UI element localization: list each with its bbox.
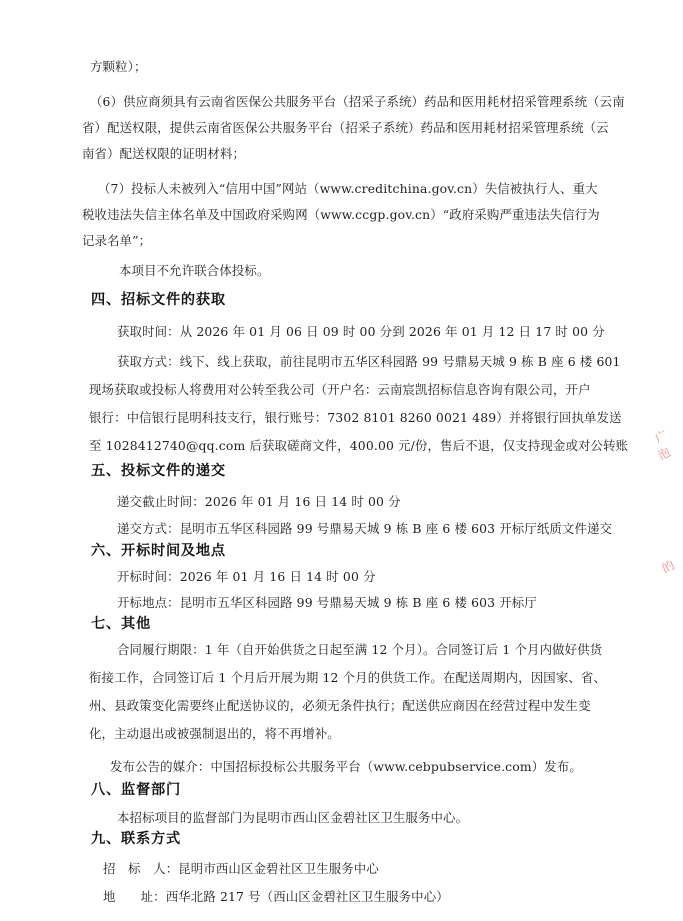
section-line: 开标时间：2026 年 01 月 16 日 14 时 00 分 xyxy=(117,569,376,584)
intro-line: （7）投标人未被列入“信用中国”网站（www.creditchina.gov.cn）失信被执行人、重大 xyxy=(98,181,598,196)
section-line: 递交截止时间：2026 年 01 月 16 日 14 时 00 分 xyxy=(117,494,401,509)
section-line: 获取时间：从 2026 年 01 月 06 日 09 时 00 分到 2026 年 01 月 12 日 17 时 00 分 xyxy=(117,324,605,339)
section-heading: 九、联系方式 xyxy=(91,831,181,847)
section-heading: 八、监督部门 xyxy=(91,782,181,798)
section-line: 银行：中信银行昆明科技支行，银行账号：7302 8101 8260 0021 489）并将银行回执单发送 xyxy=(89,410,622,425)
section-heading: 七、其他 xyxy=(91,616,151,632)
section-heading: 四、招标文件的获取 xyxy=(91,292,226,308)
intro-line: 省）配送权限，提供云南省医保公共服务平台（招采子系统）药品和医用耗材招采管理系统（云 xyxy=(82,120,609,135)
section-heading: 六、开标时间及地点 xyxy=(91,543,226,559)
seal-mark: 泡 xyxy=(655,444,673,463)
section-line: 获取方式：线下、线上获取，前往昆明市五华区科园路 99 号鼎易天城 9 栋 B 座 6 楼 601 xyxy=(117,354,621,369)
seal-mark: 广 xyxy=(652,427,670,446)
contact-line: 地 址：西华北路 217 号（西山区金碧社区卫生服务中心） xyxy=(103,889,449,904)
section-line: 发布公告的媒介：中国招标投标公共服务平台（www.cebpubservice.com）发布。 xyxy=(110,759,582,774)
intro-line: 本项目不允许联合体投标。 xyxy=(119,263,270,278)
intro-line: 南省）配送权限的证明材料； xyxy=(82,146,246,161)
seal-mark: 的 xyxy=(659,557,677,576)
contact-line: 招 标 人：昆明市西山区金碧社区卫生服务中心 xyxy=(103,861,379,876)
intro-line: 税收违法失信主体名单及中国政府采购网（www.ccgp.gov.cn）“政府采购严重违法失信行为 xyxy=(82,207,600,222)
intro-line: （6）供应商须具有云南省医保公共服务平台（招采子系统）药品和医用耗材招采管理系统（云南 xyxy=(90,94,625,109)
section-line: 合同履行期限：1 年（自开始供货之日起至满 12 个月）。合同签订后 1 个月内做好供货 xyxy=(117,642,603,657)
section-line: 本招标项目的监督部门为昆明市西山区金碧社区卫生服务中心。 xyxy=(117,810,469,825)
section-line: 开标地点：昆明市五华区科园路 99 号鼎易天城 9 栋 B 座 6 楼 603 开标厅 xyxy=(117,595,537,610)
section-line: 递交方式：昆明市五华区科园路 99 号鼎易天城 9 栋 B 座 6 楼 603 开标厅纸质文件递交 xyxy=(117,521,613,536)
intro-line: 记录名单”； xyxy=(82,233,152,248)
section-line: 衔接工作，合同签订后 1 个月后开展为期 12 个月的供货工作。在配送周期内，因国家、省、 xyxy=(89,670,606,685)
section-line: 州、县政策变化需要终止配送协议的，必须无条件执行；配送供应商因在经营过程中发生变 xyxy=(89,698,591,713)
intro-line: 方颗粒）； xyxy=(90,59,147,74)
section-line: 至 1028412740@qq.com 后获取磋商文件，400.00 元/份，售后不退，仅支持现金或对公转账 xyxy=(89,438,629,453)
section-heading: 五、投标文件的递交 xyxy=(91,463,226,479)
section-line: 现场获取或投标人将费用对公转至我公司（开户名：云南宸凯招标信息咨询有限公司，开户 xyxy=(89,382,591,397)
section-line: 化，主动退出或被强制退出的，将不再增补。 xyxy=(89,726,340,741)
